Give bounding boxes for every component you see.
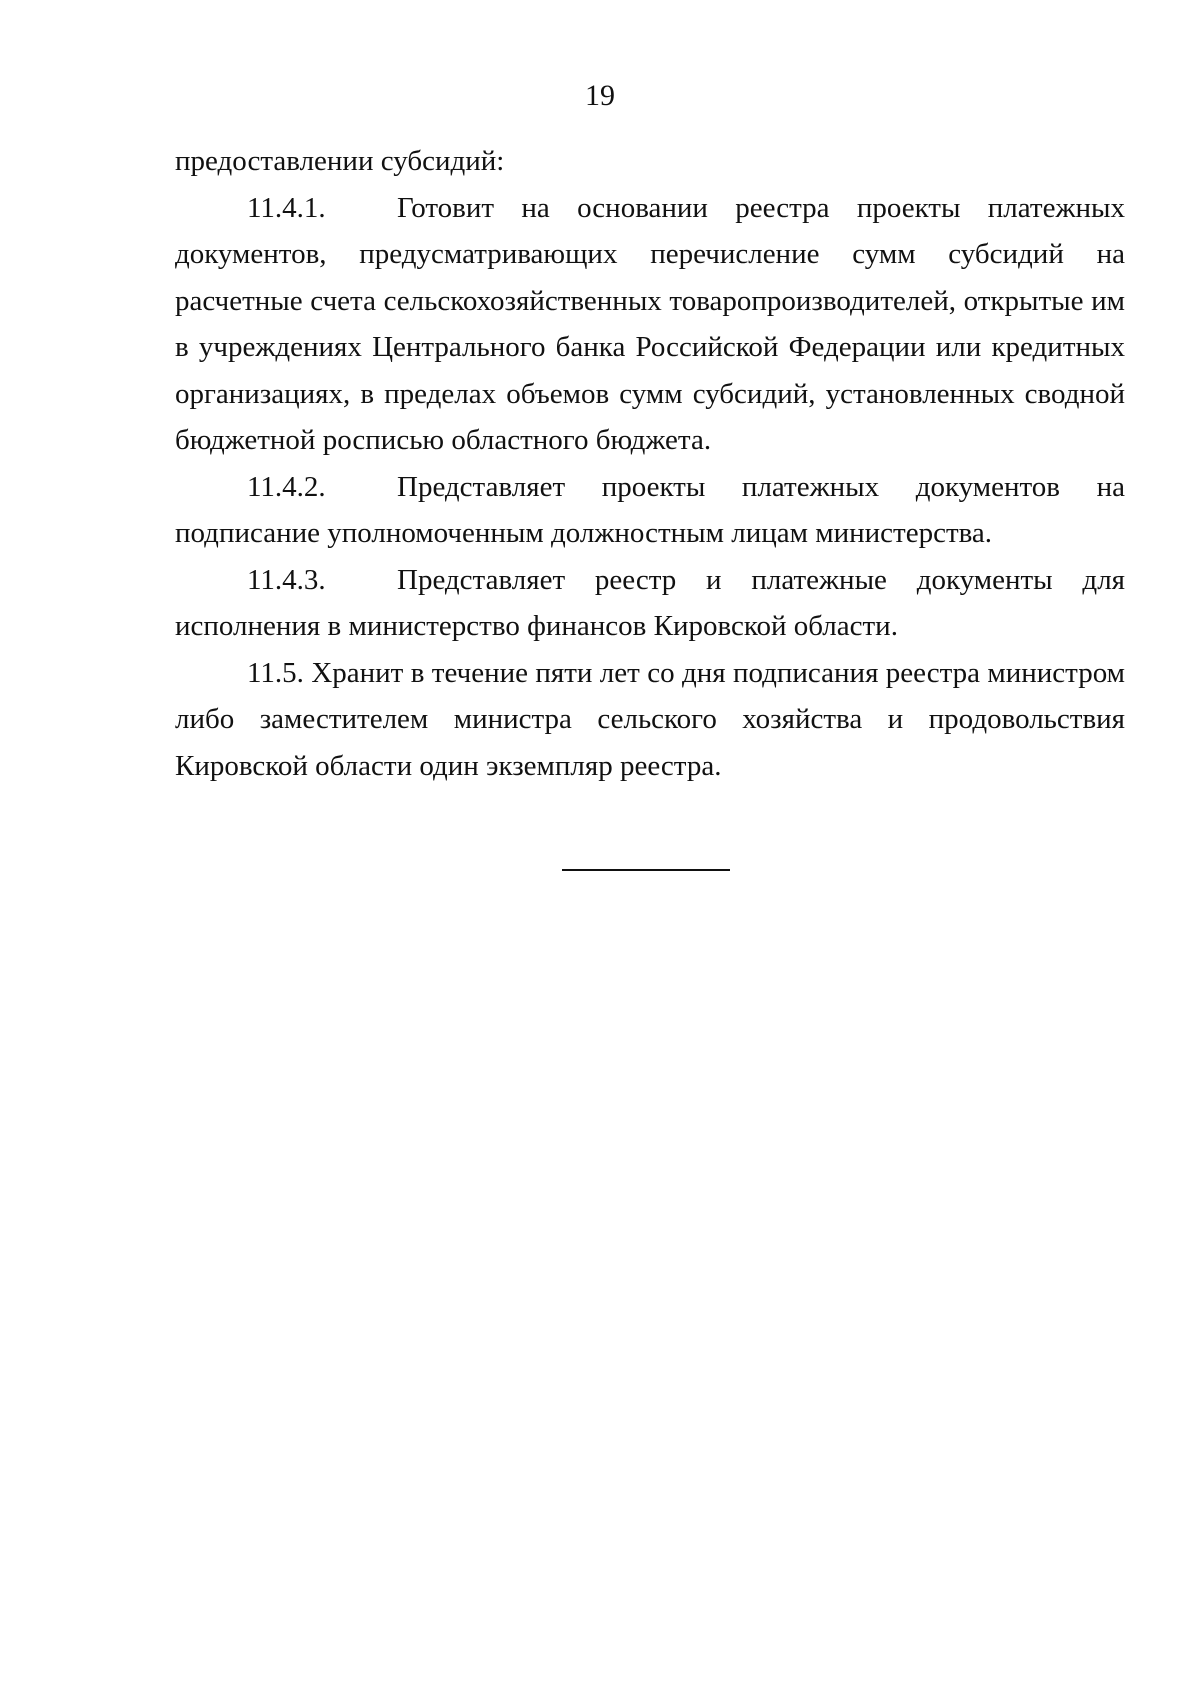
paragraph-text: Хранит в течение пяти лет со дня подписания реестра министром либо заместителем министра сельского хозяйства и продовольствия Кировской области один экземпляр реестра. xyxy=(175,656,1126,782)
paragraph-text: предоставлении субсидий: xyxy=(175,145,505,177)
paragraph-text: Представляет реестр и платежные документы для исполнения в министерство финансов Кировской области. xyxy=(175,563,1125,642)
paragraph-text: Готовит на основании реестра проекты платежных документов, предусматривающих перечисление сумм субсидий на расчетные счета сельскохозяйственных товаропроизводителей, открытые им в учреждениях Центрального банка Российской Федерации или кредитных организациях, в пределах объемов сумм субсидий, установленных сводной бюджетной росписью областного бюджета. xyxy=(175,191,1125,456)
clause-number: 11.4.1. xyxy=(247,191,326,224)
paragraph-11-4-1 xyxy=(175,185,1125,464)
paragraph-text: Представляет проекты платежных документов на подписание уполномоченным должностным лицам министерства. xyxy=(175,470,1125,549)
document-body xyxy=(175,138,1125,789)
page-number: 19 xyxy=(585,79,615,112)
clause-number: 11.4.2. xyxy=(247,470,326,503)
paragraph-11-5 xyxy=(175,650,1125,790)
clause-number: 11.4.3. xyxy=(247,563,326,596)
end-of-document-rule xyxy=(562,869,730,871)
clause-number: 11.5. xyxy=(247,656,304,689)
paragraph-11-4-2 xyxy=(175,464,1125,557)
paragraph-continuation xyxy=(175,138,1125,185)
paragraph-11-4-3 xyxy=(175,557,1125,650)
